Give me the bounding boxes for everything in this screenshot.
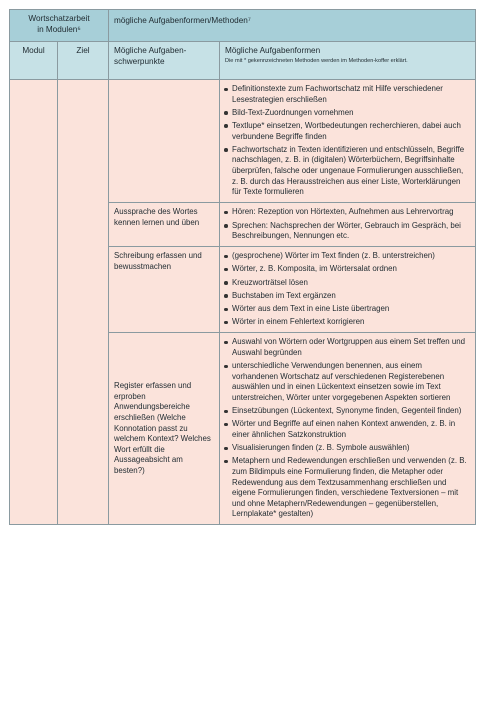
list-item: Metaphern und Redewendungen erschließen und verwenden (z. B. zum Bildimpuls eine Formulierung finden, die Metapher oder Redewendung aus dem Textzusammenhang erschließen und eigene Formulierungen finden, verschiedene Textversionen – mit und ohne Metaphern/Redewendungen – gegenüberstellen, Lernplakate* gestalten) <box>232 456 470 520</box>
header-col1-line1: Wortschatzarbeit <box>28 14 90 23</box>
header-wortschatzarbeit <box>10 10 109 42</box>
focus-cell: Schreibung erfassen und bewusstmachen <box>109 247 220 333</box>
list-item: Wörter in einem Fehlertext korrigieren <box>232 317 470 328</box>
table-row <box>10 80 476 203</box>
subheader-schwerpunkte: Mögliche Aufgaben-schwerpunkte <box>109 42 220 80</box>
list-item: Fachwortschatz in Texten identifizieren und entschlüsseln, Begriffe nachschlagen, z. B. in (digitalen) Wörterbüchern, Begriffsinhalte überprüfen, falsche oder ungenaue Formulierungen ausschließen, z. B. durch das Herausstreichen aus einer Liste, Worterklärungen für Texte formulieren <box>232 145 470 198</box>
list-item: Buchstaben im Text ergänzen <box>232 291 470 302</box>
list-item: Wörter aus dem Text in eine Liste übertragen <box>232 304 470 315</box>
subheader-ziel: Ziel <box>58 42 109 80</box>
list-item: Definitionstexte zum Fachwortschatz mit Hilfe verschiedener Lesestrategien erschließen <box>232 84 470 105</box>
list-item: Auswahl von Wörtern oder Wortgruppen aus einem Set treffen und Auswahl begründen <box>232 337 470 358</box>
forms-cell <box>220 333 476 525</box>
list-item: Textlupe* einsetzen, Wortbedeutungen recherchieren, dabei auch verbundene Begriffe finden <box>232 121 470 142</box>
subheader-formen <box>220 42 476 80</box>
subheader-formen-title: Mögliche Aufgabenformen <box>225 46 321 55</box>
list-item: Kreuzworträtsel lösen <box>232 278 470 289</box>
subheader-modul: Modul <box>10 42 58 80</box>
focus-cell <box>109 80 220 203</box>
forms-cell <box>220 203 476 247</box>
subheader-formen-note: Die mit * gekennzeichneten Methoden werden im Methoden-koffer erklärt. <box>225 57 408 64</box>
list-item: Visualisierungen finden (z. B. Symbole auswählen) <box>232 443 470 454</box>
ziel-cell <box>58 80 109 525</box>
list-item: (gesprochene) Wörter im Text finden (z. B. unterstreichen) <box>232 251 470 262</box>
list-item: Wörter und Begriffe auf einen nahen Kontext anwenden, z. B. in einer ähnlichen Satzkonstruktion <box>232 419 470 440</box>
list-item: Hören: Rezeption von Hörtexten, Aufnehmen aus Lehrervortrag <box>232 207 470 218</box>
list-item: Sprechen: Nachsprechen der Wörter, Gebrauch im Gespräch, bei Beschreibungen, Nennungen etc. <box>232 221 470 242</box>
methods-table <box>9 9 475 525</box>
forms-cell <box>220 247 476 333</box>
focus-cell: Aussprache des Wortes kennen lernen und üben <box>109 203 220 247</box>
focus-cell: Register erfassen und erproben Anwendungsbereiche erschließen (Welche Konnotation passt zu welchem Kontext? Welches Wort erfüllt die Aussageabsicht am besten?) <box>109 333 220 525</box>
header-aufgabenformen: mögliche Aufgabenformen/Methoden⁷ <box>109 10 476 42</box>
list-item: Bild-Text-Zuordnungen vornehmen <box>232 108 470 119</box>
list-item: Wörter, z. B. Komposita, im Wörtersalat ordnen <box>232 264 470 275</box>
forms-cell <box>220 80 476 203</box>
modul-cell <box>10 80 58 525</box>
header-col1-line2: in Modulen⁶ <box>37 24 81 34</box>
list-item: Einsetzübungen (Lückentext, Synonyme finden, Gegenteil finden) <box>232 406 470 417</box>
list-item: unterschiedliche Verwendungen benennen, aus einem vorhandenen Wortschatz auf verschiedenen Registerebenen auswählen und in einen Lückentext einsetzen sowie im Text unterstreichen, Wörter unter vorgegebenen Aspekten sortieren <box>232 361 470 403</box>
